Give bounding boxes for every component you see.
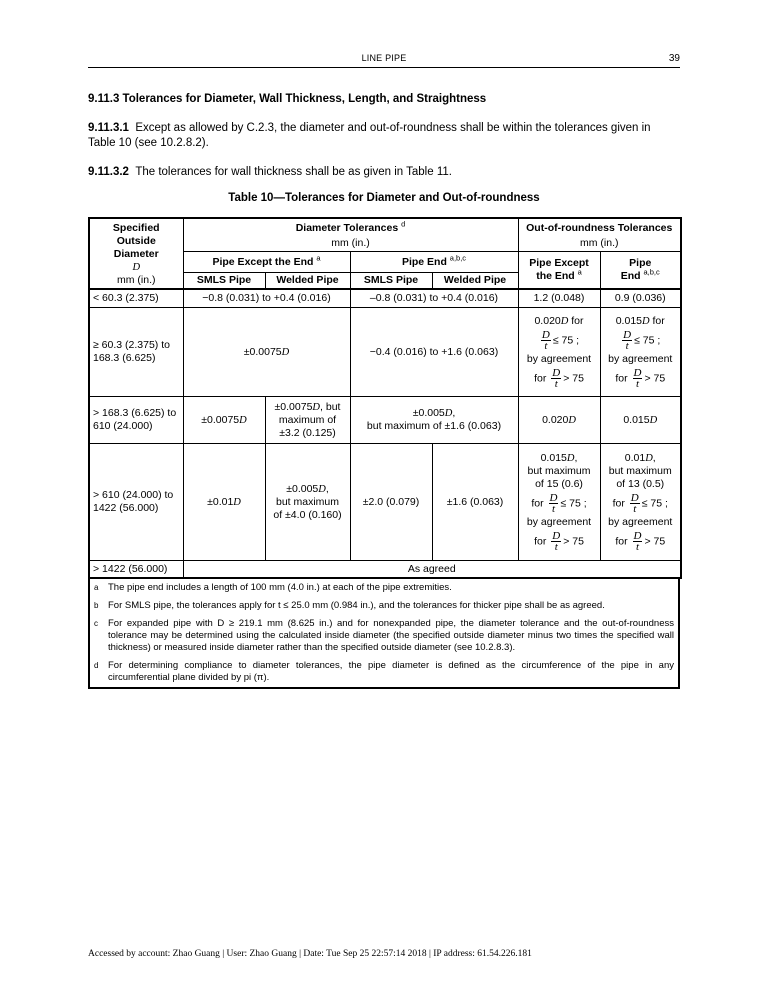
cell-as-agreed: As agreed <box>183 561 681 579</box>
table-row <box>89 308 681 397</box>
cell-diam-body-welded: ±0.005D, but maximum of ±4.0 (0.160) <box>265 444 350 561</box>
fraction-d-over-t: $\frac{D}{t}$ <box>549 492 558 515</box>
cell-oor-end: 0.015D for $\frac{D}{t}$ ≤ 75 ; by agreement for $\frac{D}{t}$ > 75 <box>600 308 681 397</box>
paragraph-9-11-3-1 <box>88 121 680 151</box>
table-row <box>89 397 681 444</box>
cell-oor-end: 0.01D, but maximum of 13 (0.5) for $\frac{D}{t}$ ≤ 75 ; by agreement for $\frac{D}{t}$ > 75 <box>600 444 681 561</box>
access-footer: Accessed by account: Zhao Guang | User: Zhao Guang | Date: Tue Sep 25 22:57:14 2018 | IP address: 61.54.226.181 <box>88 949 532 959</box>
header-text: Outside <box>116 235 156 247</box>
header-oor-unit: mm (in.) <box>518 236 681 252</box>
fraction-d-over-t: $\frac{D}{t}$ <box>552 530 561 553</box>
table-row <box>89 561 681 579</box>
paragraph-9-11-3-2 <box>88 165 680 180</box>
cell-size: > 1422 (56.000) <box>89 561 183 579</box>
fraction-d-over-t: $\frac{D}{t}$ <box>630 492 639 515</box>
fraction-d-over-t: $\frac{D}{t}$ <box>552 367 561 390</box>
table-row <box>89 289 681 308</box>
running-title: LINE PIPE <box>361 53 407 63</box>
header-diameter-unit: mm (in.) <box>183 236 518 252</box>
cell-diam-end-welded: ±1.6 (0.063) <box>432 444 518 561</box>
header-text: Specified <box>112 222 160 234</box>
cell-size: > 610 (24.000) to 1422 (56.000) <box>89 444 183 561</box>
table-row <box>89 444 681 561</box>
table-note: a The pipe end includes a length of 100 mm (4.0 in.) at each of the pipe extremities. <box>94 582 452 593</box>
fraction-d-over-t: $\frac{D}{t}$ <box>623 329 632 352</box>
cell-diam-body: −0.8 (0.031) to +0.4 (0.016) <box>183 289 350 308</box>
cell-diam-end: ±0.005D, but maximum of ±1.6 (0.063) <box>350 397 518 444</box>
header-oor-pipe-end: Pipe End $^{a,b,c}$ <box>600 252 681 290</box>
paragraph-number: 9.11.3.2 <box>88 166 129 178</box>
header-specified-od <box>89 218 183 289</box>
header-smls-pipe: SMLS Pipe <box>350 273 432 290</box>
header-welded-pipe: Welded Pipe <box>432 273 518 290</box>
cell-size: ≥ 60.3 (2.375) to 168.3 (6.625) <box>89 308 183 397</box>
cell-size: < 60.3 (2.375) <box>89 289 183 308</box>
header-welded-pipe: Welded Pipe <box>265 273 350 290</box>
header-pipe-end: Pipe End $^{a,b,c}$ <box>350 252 518 273</box>
cell-size: > 168.3 (6.625) to 610 (24.000) <box>89 397 183 444</box>
cell-oor-body: 0.020D <box>518 397 600 444</box>
page-number: 39 <box>668 53 680 64</box>
table-note: b For SMLS pipe, the tolerances apply for t ≤ 25.0 mm (0.984 in.), and the tolerances for thicker pipe shall be as agreed. <box>94 600 605 611</box>
header-smls-pipe: SMLS Pipe <box>183 273 265 290</box>
cell-diam-body-welded: ±0.0075D, but maximum of ±3.2 (0.125) <box>265 397 350 444</box>
cell-oor-end: 0.015D <box>600 397 681 444</box>
cell-diam-end: −0.4 (0.016) to +1.6 (0.063) <box>350 308 518 397</box>
table-note: c For expanded pipe with D ≥ 219.1 mm (8.625 in.) and for nonexpanded pipe, the diameter tolerance and the out-of-roundness tolerance may be determined using the calculated inside diameter (the specified outside diameter minus two times the specified wall thickness) or measured inside diameter rather than the specified outside diameter (see 10.2.8.3). <box>94 618 674 653</box>
header-symbol: D <box>132 262 141 273</box>
fraction-d-over-t: $\frac{D}{t}$ <box>633 367 642 390</box>
cell-oor-body: 1.2 (0.048) <box>518 289 600 308</box>
running-header <box>88 53 680 68</box>
header-diameter-tolerances: Diameter Tolerances $^d$ <box>183 218 518 236</box>
fraction-d-over-t: $\frac{D}{t}$ <box>633 530 642 553</box>
cell-oor-body: 0.015D, but maximum of 15 (0.6) for $\frac{D}{t}$ ≤ 75 ; by agreement for $\frac{D}{t}$ > 75 <box>518 444 600 561</box>
table-caption: Table 10—Tolerances for Diameter and Out-of-roundness <box>228 192 540 204</box>
cell-diam-end-smls: ±2.0 (0.079) <box>350 444 432 561</box>
cell-oor-body: 0.020D for $\frac{D}{t}$ ≤ 75 ; by agreement for $\frac{D}{t}$ > 75 <box>518 308 600 397</box>
paragraph-text: Except as allowed by C.2.3, the diameter and out-of-roundness shall be within the tolerances given in Table 10 (see 10.2.8.2). <box>88 122 651 149</box>
table-note: d For determining compliance to diameter tolerances, the pipe diameter is defined as the circumference of the pipe in any circumferential plane divided by pi (π). <box>94 660 674 683</box>
cell-diam-end: –0.8 (0.031) to +0.4 (0.016) <box>350 289 518 308</box>
header-pipe-except-end: Pipe Except the End $^a$ <box>183 252 350 273</box>
section-heading: 9.11.3 Tolerances for Diameter, Wall Thickness, Length, and Straightness <box>88 93 487 105</box>
header-oor-tolerances: Out-of-roundness Tolerances <box>518 218 681 236</box>
fraction-d-over-t: $\frac{D}{t}$ <box>541 329 550 352</box>
header-text: Diameter <box>113 248 159 260</box>
cell-diam-body-smls: ±0.01D <box>183 444 265 561</box>
paragraph-text: The tolerances for wall thickness shall be as given in Table 11. <box>135 166 452 178</box>
cell-diam-body-smls: ±0.0075D <box>183 397 265 444</box>
header-unit: mm (in.) <box>117 274 156 286</box>
table-notes <box>88 579 680 689</box>
header-oor-pipe-except-end: Pipe Except the End $^a$ <box>518 252 600 290</box>
table-10 <box>88 217 680 689</box>
paragraph-number: 9.11.3.1 <box>88 122 129 134</box>
cell-diam-body: ±0.0075D <box>183 308 350 397</box>
cell-oor-end: 0.9 (0.036) <box>600 289 681 308</box>
